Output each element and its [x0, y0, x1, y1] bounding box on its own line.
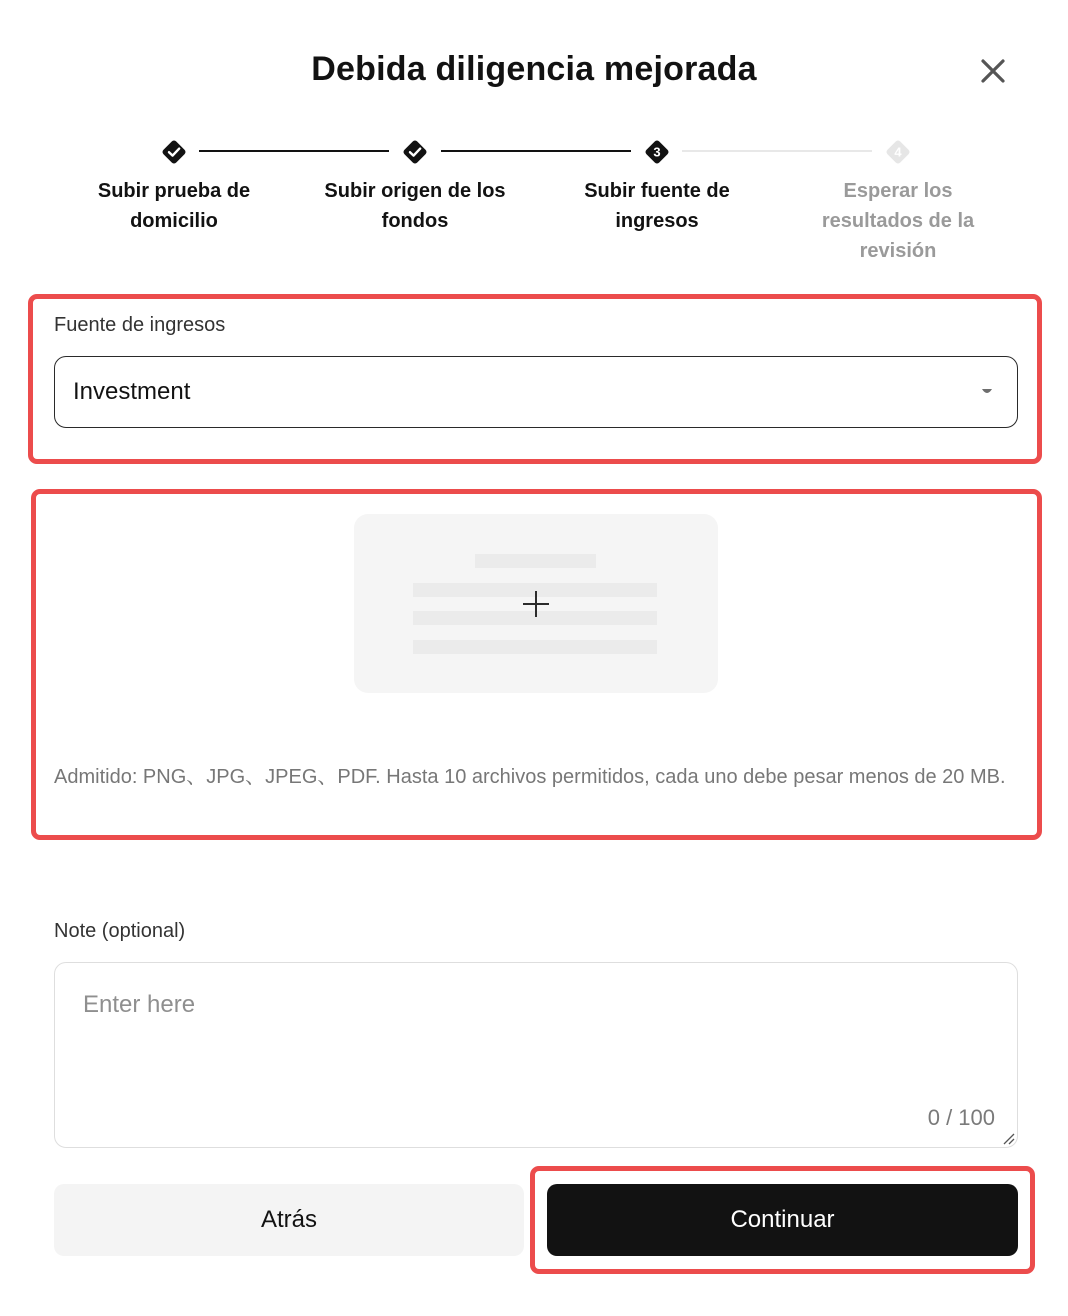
note-label: Note (optional): [54, 920, 186, 942]
step-number: 3: [653, 144, 661, 160]
step-label: Subir prueba de domicilio: [97, 180, 251, 232]
caret-down-icon: [981, 388, 993, 396]
step-number-marker: [643, 138, 671, 166]
upload-hint: Admitido: PNG、JPG、JPEG、PDF. Hasta 10 archivos permitidos, cada uno debe pesar menos de 20 MB.: [54, 766, 1006, 788]
step-label: Subir origen de los fondos: [324, 180, 506, 232]
check-icon: [160, 138, 188, 166]
note-field: [54, 962, 1018, 1148]
step-number: 4: [894, 144, 902, 160]
close-button[interactable]: [976, 54, 1010, 88]
step-connector: [441, 150, 631, 152]
income-source-select[interactable]: [54, 356, 1018, 428]
step-connector: [682, 150, 872, 152]
income-source-label: Fuente de ingresos: [54, 314, 226, 336]
step-label: Esperar los resultados de la revisión: [821, 180, 975, 262]
placeholder-line: [413, 640, 657, 654]
page-title: Debida diligencia mejorada: [311, 50, 757, 88]
step-label: Subir fuente de ingresos: [584, 180, 730, 232]
resize-grip-icon[interactable]: [1001, 1131, 1015, 1145]
character-counter: 0 / 100: [927, 1105, 995, 1130]
close-icon: [980, 58, 1006, 84]
step-number-marker: [884, 138, 912, 166]
step-connector: [199, 150, 389, 152]
back-button[interactable]: Atrás: [54, 1184, 524, 1256]
file-upload-dropzone[interactable]: [354, 514, 718, 693]
note-input[interactable]: [71, 979, 991, 1099]
income-source-value: Investment: [73, 378, 191, 405]
check-icon: [401, 138, 429, 166]
placeholder-line: [475, 554, 596, 568]
plus-icon: [522, 590, 550, 618]
continue-button[interactable]: Continuar: [547, 1184, 1018, 1256]
